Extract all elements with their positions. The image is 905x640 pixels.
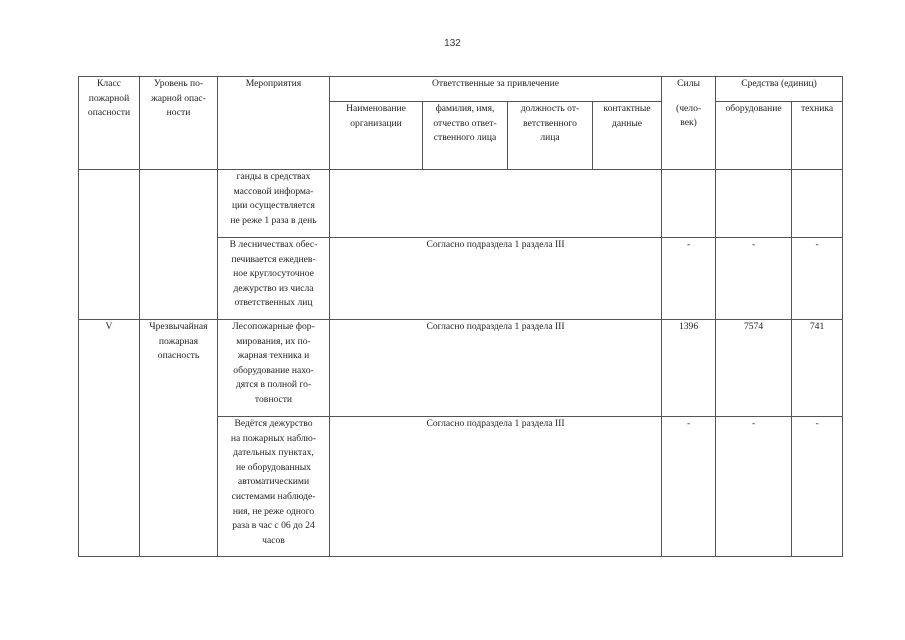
fire-danger-measures-table bbox=[78, 76, 843, 557]
responsible-cell: Согласно подраздела 1 раздела III bbox=[330, 238, 662, 320]
equipment-cell: - bbox=[716, 417, 792, 557]
contacts-header: контактные данные bbox=[593, 102, 662, 170]
responsible-cell: Согласно подраздела 1 раздела III bbox=[330, 417, 662, 557]
org-name-header: Наименование организации bbox=[330, 102, 423, 170]
forces-unit-header: (чело- век) bbox=[662, 102, 716, 170]
forces-cell-empty bbox=[662, 170, 716, 238]
measure-cell: Лесопожарные фор- мирования, их по- жарная техника и оборудование нахо- дятся в полной го- товности bbox=[218, 320, 330, 417]
vehicles-cell-empty bbox=[792, 170, 843, 238]
equipment-cell-empty bbox=[716, 170, 792, 238]
means-group-header: Средства (единиц) bbox=[716, 77, 843, 102]
equipment-cell: - bbox=[716, 238, 792, 320]
equipment-cell: 7574 bbox=[716, 320, 792, 417]
position-header: должность от- ветственного лица bbox=[508, 102, 593, 170]
measure-cell: Ведётся дежурство на пожарных наблю- дательных пунктах, не оборудованных автоматическими системами наблюде- ния, не реже одного раза в час с 06 до 24 часов bbox=[218, 417, 330, 557]
level-cell-empty bbox=[140, 170, 218, 320]
class-cell-empty bbox=[79, 170, 140, 320]
class-header: Класс пожарной опасности bbox=[79, 77, 140, 170]
page-number: 132 bbox=[444, 38, 461, 49]
forces-cell: 1396 bbox=[662, 320, 716, 417]
vehicles-cell: - bbox=[792, 417, 843, 557]
responsible-group-header: Ответственные за привлечение bbox=[330, 77, 662, 102]
vehicles-cell: - bbox=[792, 238, 843, 320]
vehicles-cell: 741 bbox=[792, 320, 843, 417]
vehicles-header: техника bbox=[792, 102, 843, 170]
table-row bbox=[79, 170, 843, 238]
level-header: Уровень по- жарной опас- ности bbox=[140, 77, 218, 170]
table-row bbox=[79, 320, 843, 417]
measures-header: Мероприятия bbox=[218, 77, 330, 170]
measure-cell: ганды в средствах массовой информа- ции осуществляется не реже 1 раза в день bbox=[218, 170, 330, 238]
header-row-1 bbox=[79, 77, 843, 102]
forces-header: Силы bbox=[662, 77, 716, 102]
measure-cell: В лесничествах обес- печивается ежеднев- ное круглосуточное дежурство из числа ответственных лиц bbox=[218, 238, 330, 320]
responsible-cell-empty bbox=[330, 170, 662, 238]
forces-cell: - bbox=[662, 417, 716, 557]
responsible-cell: Согласно подраздела 1 раздела III bbox=[330, 320, 662, 417]
person-name-header: фамилия, имя, отчество ответ- ственного лица bbox=[423, 102, 508, 170]
equipment-header: оборудование bbox=[716, 102, 792, 170]
class-cell: V bbox=[79, 320, 140, 557]
forces-cell: - bbox=[662, 238, 716, 320]
level-cell: Чрезвычайная пожарная опасность bbox=[140, 320, 218, 557]
